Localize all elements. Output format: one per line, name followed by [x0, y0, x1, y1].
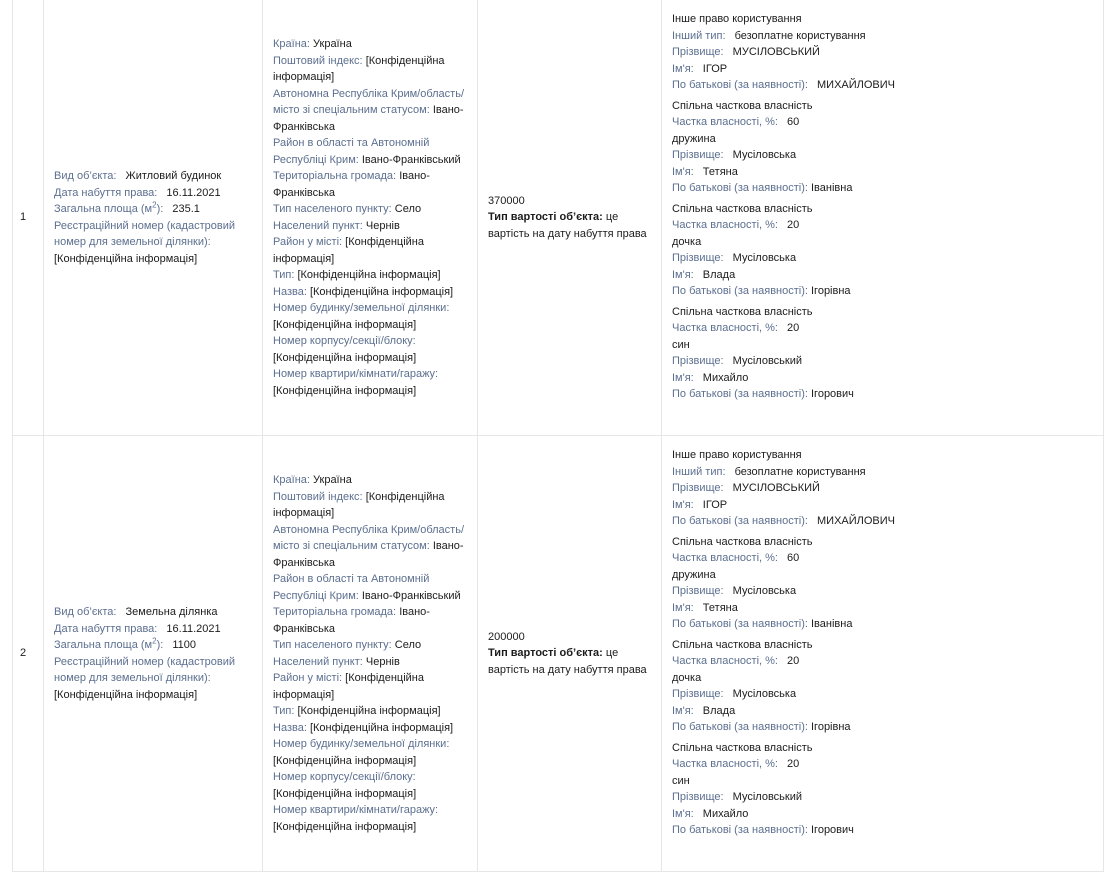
- field-label: Дата набуття права:: [54, 622, 158, 635]
- field-value: [Конфіденційна інформація]: [273, 236, 424, 265]
- field-value: Влада: [702, 268, 736, 281]
- field-label: Прізвище:: [672, 791, 724, 803]
- property-table: [12, 0, 1104, 872]
- table-row: [13, 0, 1103, 436]
- field-label: Ім'я:: [672, 498, 694, 511]
- relation: дочка: [672, 671, 702, 684]
- area-label: Загальна площа $(м^2)$:: [54, 636, 164, 651]
- field-value: Земельна ділянка: [125, 606, 218, 618]
- field-value: безоплатне користування: [734, 29, 866, 42]
- field-value: Мусіловська: [732, 252, 797, 264]
- field-label: Назва:: [273, 285, 307, 298]
- field-label: Район в області та Автономній Республіці Крим:: [273, 137, 430, 166]
- cost-type-label: Тип вартості об’єкта:: [488, 647, 603, 660]
- field-label: Район у місті:: [273, 672, 343, 684]
- field-value: Михайло: [702, 371, 749, 384]
- other-right-group: [672, 447, 1093, 530]
- field-value: [Конфіденційна інформація]: [273, 820, 417, 833]
- field-label: Країна:: [273, 474, 310, 486]
- field-label: Реєстраційний номер (кадастровий номер для земельної ділянки):: [54, 655, 235, 684]
- cost-value: 370000: [488, 194, 525, 207]
- field-label: Частка власності, %:: [672, 116, 778, 128]
- field-value: 20: [787, 758, 800, 770]
- field-label: Назва:: [273, 721, 307, 734]
- field-value: Село: [394, 203, 422, 215]
- field-label: Тип населеного пункту:: [273, 639, 392, 651]
- field-label: По батькові (за наявності):: [672, 515, 808, 527]
- field-value: [Конфіденційна інформація]: [309, 285, 454, 298]
- field-label: Частка власності, %:: [672, 552, 778, 564]
- field-label: Частка власності, %:: [672, 219, 778, 231]
- field-label: Населений пункт:: [273, 219, 363, 232]
- area-label: Загальна площа $(м^2)$:: [54, 200, 164, 215]
- field-value: [Конфіденційна інформація]: [54, 252, 198, 265]
- field-value: [Конфіденційна інформація]: [273, 54, 445, 83]
- field-label: Номер будинку/земельної ділянки:: [273, 302, 450, 314]
- right-title: Спільна часткова власність: [672, 99, 813, 112]
- field-label: Інший тип:: [672, 29, 726, 42]
- field-label: Прізвище:: [672, 355, 724, 367]
- row-number-cell: [13, 436, 44, 871]
- field-label: Ім'я:: [672, 165, 694, 178]
- field-label: Поштовий індекс:: [273, 490, 363, 503]
- field-value: 20: [787, 219, 800, 231]
- field-label: Прізвище:: [672, 149, 724, 161]
- other-right-group: [672, 11, 1093, 94]
- field-value: Івано-Франківський: [361, 153, 461, 166]
- field-value: це вартість на дату набуття права: [488, 647, 647, 676]
- right-title: Інше право користування: [672, 13, 802, 25]
- right-title: Спільна часткова власність: [672, 305, 813, 318]
- cost-value: 200000: [488, 630, 525, 643]
- relation: дочка: [672, 235, 702, 248]
- row-number: 2: [20, 647, 27, 660]
- field-label: Територіальна громада:: [273, 170, 397, 182]
- row-number: 1: [20, 211, 27, 224]
- field-value: Іванівна: [811, 182, 853, 194]
- field-value: Івано-Франківська: [273, 540, 464, 569]
- field-label: Ім'я:: [672, 601, 694, 614]
- field-value: МУСІЛОВСЬКИЙ: [732, 482, 820, 494]
- field-value: Івано-Франківський: [361, 589, 461, 602]
- right-title: Інше право користування: [672, 449, 802, 461]
- field-value: 16.11.2021: [166, 186, 221, 199]
- field-value: Ігорівна: [811, 285, 851, 297]
- field-value: [Конфіденційна інформація]: [297, 705, 441, 717]
- field-value: ІГОР: [702, 62, 728, 75]
- field-value: 20: [787, 322, 800, 334]
- field-value: Іванівна: [811, 618, 853, 630]
- joint-share-group: [672, 534, 1093, 633]
- field-value: [Конфіденційна інформація]: [54, 688, 198, 701]
- row-number-cell: [13, 0, 44, 435]
- field-value: Влада: [702, 704, 736, 717]
- object-cell: [44, 0, 263, 435]
- field-value: [Конфіденційна інформація]: [273, 351, 417, 364]
- field-label: Номер квартири/кімнати/гаражу:: [273, 368, 439, 380]
- field-value: Мусіловський: [732, 791, 802, 803]
- field-value: Село: [394, 639, 422, 651]
- address-cell: [263, 436, 478, 871]
- field-label: Населений пункт:: [273, 655, 363, 668]
- field-value: [Конфіденційна інформація]: [273, 754, 417, 767]
- table-row: [13, 436, 1103, 872]
- cost-cell: [478, 436, 662, 871]
- field-value: 1100: [172, 639, 197, 651]
- field-label: По батькові (за наявності):: [672, 388, 808, 400]
- field-value: [Конфіденційна інформація]: [273, 672, 424, 701]
- field-label: По батькові (за наявності):: [672, 721, 808, 733]
- field-label: Номер корпусу/секції/блоку:: [273, 771, 416, 783]
- field-value: Мусіловський: [732, 355, 802, 367]
- field-value: [Конфіденційна інформація]: [273, 787, 417, 800]
- field-label: Прізвище:: [672, 688, 724, 700]
- field-label: Частка власності, %:: [672, 655, 778, 667]
- field-label: Частка власності, %:: [672, 322, 778, 334]
- field-label: Номер корпусу/секції/блоку:: [273, 335, 416, 347]
- field-label: Автономна Республіка Крим/область/ місто зі спеціальним статусом:: [273, 523, 464, 552]
- field-value: Івано-Франківська: [273, 170, 430, 199]
- field-label: Ім'я:: [672, 807, 694, 820]
- field-label: Ім'я:: [672, 268, 694, 281]
- field-value: [Конфіденційна інформація]: [309, 721, 454, 734]
- field-label: Прізвище:: [672, 482, 724, 494]
- field-value: [Конфіденційна інформація]: [297, 269, 441, 281]
- right-title: Спільна часткова власність: [672, 638, 813, 651]
- field-label: Номер будинку/земельної ділянки:: [273, 738, 450, 750]
- field-label: Ім'я:: [672, 704, 694, 717]
- field-value: Україна: [313, 38, 352, 50]
- field-value: Івано-Франківська: [273, 606, 430, 635]
- field-value: 60: [787, 552, 800, 564]
- field-label: Країна:: [273, 38, 310, 50]
- field-value: Житловий будинок: [125, 170, 222, 182]
- field-value: 235.1: [172, 203, 200, 215]
- field-label: Тип:: [273, 269, 295, 281]
- right-title: Спільна часткова власність: [672, 535, 813, 548]
- field-value: Чернів: [365, 219, 400, 232]
- field-value: Івано-Франківська: [273, 104, 464, 133]
- field-value: Тетяна: [702, 165, 738, 178]
- field-value: [Конфіденційна інформація]: [273, 490, 445, 519]
- right-title: Спільна часткова власність: [672, 202, 813, 215]
- field-value: [Конфіденційна інформація]: [273, 384, 417, 397]
- field-label: Дата набуття права:: [54, 186, 158, 199]
- right-title: Спільна часткова власність: [672, 741, 813, 754]
- field-value: 60: [787, 116, 800, 128]
- field-label: Реєстраційний номер (кадастровий номер для земельної ділянки):: [54, 219, 235, 248]
- rights-cell: [662, 436, 1103, 871]
- field-label: Поштовий індекс:: [273, 54, 363, 67]
- field-value: Мусіловська: [732, 585, 797, 597]
- field-value: Ігорівна: [811, 721, 851, 733]
- joint-share-group: [672, 98, 1093, 197]
- field-label: Прізвище:: [672, 46, 724, 58]
- field-label: Ім'я:: [672, 62, 694, 75]
- field-label: Район в області та Автономній Республіці Крим:: [273, 573, 430, 602]
- field-label: По батькові (за наявності):: [672, 285, 808, 297]
- field-value: Михайло: [702, 807, 749, 820]
- object-cell: [44, 436, 263, 871]
- joint-share-group: [672, 304, 1093, 403]
- field-value: Мусіловська: [732, 688, 797, 700]
- joint-share-group: [672, 740, 1093, 839]
- field-value: Україна: [313, 474, 352, 486]
- rights-cell: [662, 0, 1103, 435]
- field-value: Чернів: [365, 655, 400, 668]
- field-value: Тетяна: [702, 601, 738, 614]
- field-value: МИХАЙЛОВИЧ: [817, 515, 895, 527]
- field-label: По батькові (за наявності):: [672, 79, 808, 91]
- joint-share-group: [672, 637, 1093, 736]
- field-label: Вид об’єкта:: [54, 606, 117, 618]
- field-label: Прізвище:: [672, 252, 724, 264]
- field-value: Ігорович: [811, 824, 854, 836]
- field-label: Ім'я:: [672, 371, 694, 384]
- field-value: МУСІЛОВСЬКИЙ: [732, 46, 820, 58]
- field-label: Тип населеного пункту:: [273, 203, 392, 215]
- field-value: 20: [787, 655, 800, 667]
- field-value: безоплатне користування: [734, 465, 866, 478]
- field-label: По батькові (за наявності):: [672, 618, 808, 630]
- field-label: Вид об’єкта:: [54, 170, 117, 182]
- relation: дружина: [672, 568, 716, 581]
- field-value: 16.11.2021: [166, 622, 221, 635]
- field-value: [Конфіденційна інформація]: [273, 318, 417, 331]
- field-label: Номер квартири/кімнати/гаражу:: [273, 804, 439, 816]
- field-label: Інший тип:: [672, 465, 726, 478]
- field-label: По батькові (за наявності):: [672, 182, 808, 194]
- field-label: Частка власності, %:: [672, 758, 778, 770]
- relation: син: [672, 338, 690, 351]
- field-value: Ігорович: [811, 388, 854, 400]
- field-label: Тип:: [273, 705, 295, 717]
- field-label: Прізвище:: [672, 585, 724, 597]
- field-label: Район у місті:: [273, 236, 343, 248]
- field-value: це вартість на дату набуття права: [488, 211, 647, 240]
- field-value: ІГОР: [702, 498, 728, 511]
- field-label: Автономна Республіка Крим/область/ місто зі спеціальним статусом:: [273, 87, 464, 116]
- field-value: Мусіловська: [732, 149, 797, 161]
- relation: син: [672, 774, 690, 787]
- cost-cell: [478, 0, 662, 435]
- field-label: Територіальна громада:: [273, 606, 397, 618]
- field-value: МИХАЙЛОВИЧ: [817, 79, 895, 91]
- address-cell: [263, 0, 478, 435]
- field-label: По батькові (за наявності):: [672, 824, 808, 836]
- joint-share-group: [672, 201, 1093, 300]
- cost-type-label: Тип вартості об’єкта:: [488, 211, 603, 224]
- relation: дружина: [672, 132, 716, 145]
